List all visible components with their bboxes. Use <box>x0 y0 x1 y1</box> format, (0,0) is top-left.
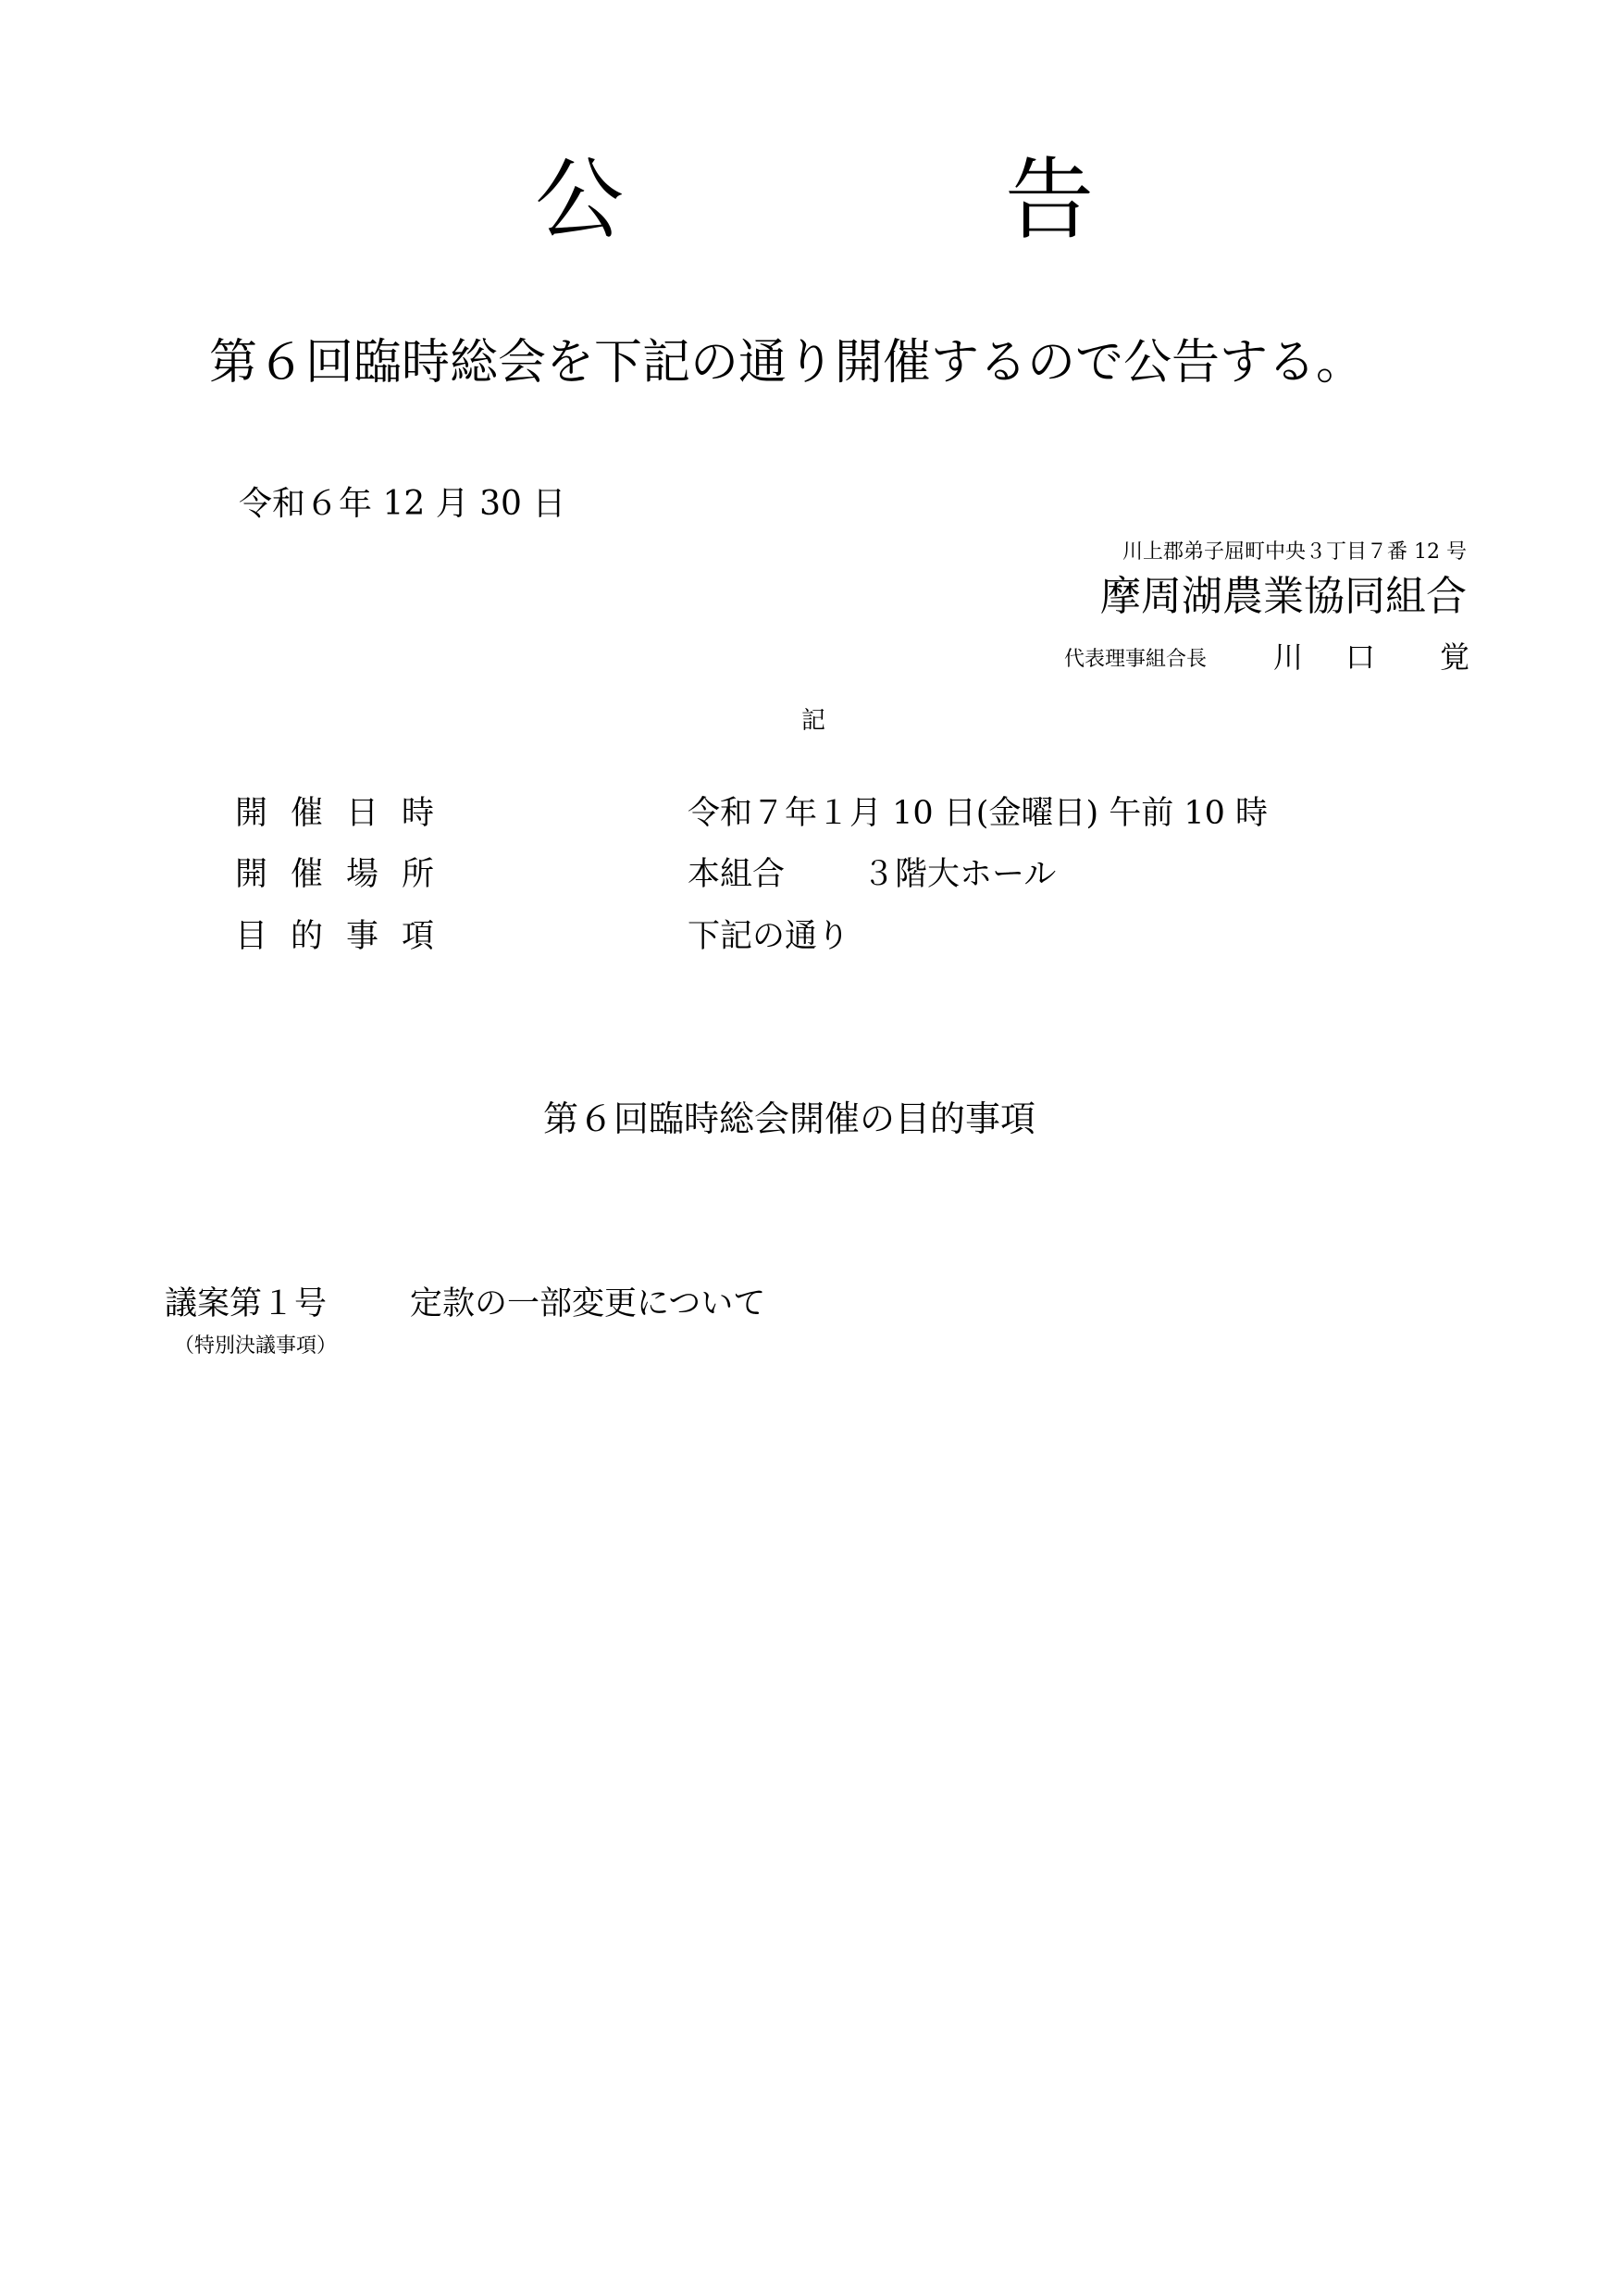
detail-label-venue: 開催場所 <box>235 856 458 893</box>
detail-value-purpose: 下記の通り <box>688 918 850 955</box>
detail-label-purpose: 目的事項 <box>235 918 458 955</box>
detail-value-datetime: 令和７年１月 10 日(金曜日) 午前 10 時 <box>688 795 1269 832</box>
representative-title: 代表理事組合長 <box>1064 648 1208 671</box>
representative-name-part: 覚 <box>1440 639 1470 675</box>
venue-part: 本組合 <box>688 856 786 893</box>
detail-label-datetime: 開催日時 <box>235 795 458 832</box>
representative-name <box>1273 639 1470 675</box>
ki-label: 記 <box>801 707 826 735</box>
purpose-heading: 第６回臨時総会開催の目的事項 <box>543 1098 1036 1139</box>
representative-name-part: 川 <box>1273 639 1304 675</box>
notice-title-char-1: 公 <box>535 148 624 252</box>
notice-date: 令和６年 12 月 30 日 <box>239 485 566 523</box>
agenda-title: 定款の一部変更について <box>410 1285 766 1322</box>
notice-title-char-2: 告 <box>1005 148 1094 252</box>
agenda-number: 議案第１号 <box>165 1285 328 1322</box>
detail-value-venue <box>688 856 1057 893</box>
notice-headline: 第６回臨時総会を下記の通り開催するので公告する。 <box>209 335 1365 391</box>
issuer-organization: 摩周湖農業協同組合 <box>1100 573 1467 620</box>
venue-part: ３階大ホール <box>862 856 1057 893</box>
issuer-address: 川上郡弟子屈町中央３丁目７番 12 号 <box>1122 540 1467 564</box>
representative-name-part: 口 <box>1345 639 1376 675</box>
agenda-note: （特別決議事項） <box>174 1334 338 1358</box>
